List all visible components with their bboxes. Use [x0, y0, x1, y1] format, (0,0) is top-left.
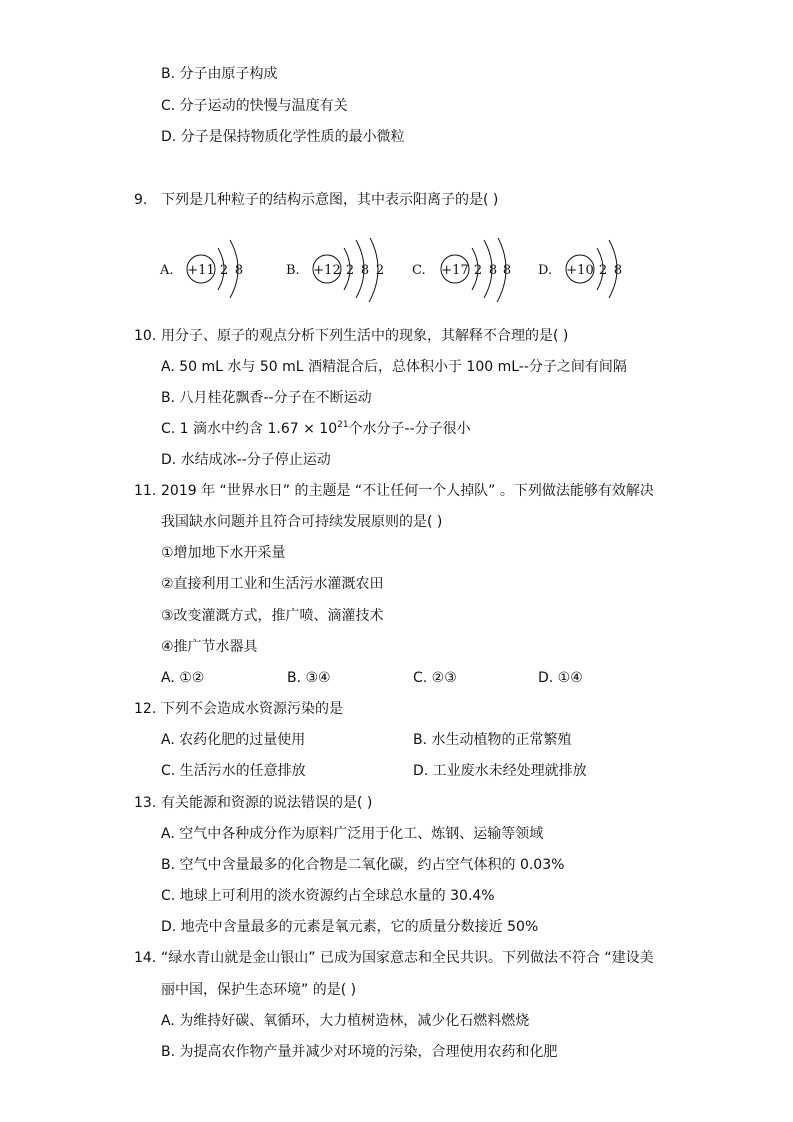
q10-option-c-text: C. 1 滴水中约含 1.67 × 10 — [161, 421, 338, 437]
shell-count-c-2: 8 — [488, 263, 498, 278]
q13-number: 13. — [134, 795, 157, 811]
q11-item-3: ③改变灌溉方式，推广喷、滴灌技术 — [161, 608, 384, 624]
q13-option-c: C. 地球上可利用的淡水资源约占全球总水量的 30.4% — [161, 888, 495, 904]
q13-option-b: B. 空气中含量最多的化合物是二氧化碳，约占空气体积的 0.03% — [161, 857, 565, 873]
q12-option-d: D. 工业废水未经处理就排放 — [413, 763, 587, 779]
nucleus-charge-b: +12 — [313, 263, 341, 278]
q14-option-a: A. 为维持好碳、氧循环，大力植树造林，减少化石燃料燃烧 — [161, 1013, 530, 1029]
q11-option-c: C. ②③ — [413, 670, 457, 686]
option-b-letter: B. — [286, 263, 300, 278]
q13-option-d: D. 地壳中含量最多的元素是氧元素，它的质量分数接近 50% — [161, 919, 539, 935]
shell-count-b-1: 2 — [345, 263, 355, 278]
shell-count-c-3: 8 — [502, 263, 512, 278]
q10-option-b: B. 八月桂花飘香--分子在不断运动 — [161, 390, 372, 406]
atom-structure-diagrams — [150, 238, 650, 302]
q12-stem: 下列不会造成水资源污染的是 — [161, 701, 343, 717]
q10-option-a: A. 50 mL 水与 50 mL 酒精混合后，总体积小于 100 mL--分子之间有间隔 — [161, 359, 627, 375]
q11-item-4: ④推广节水器具 — [161, 639, 258, 655]
q10-number: 10. — [134, 328, 157, 344]
atom-structure-svg — [150, 238, 650, 302]
shell-count-a-2: 8 — [234, 263, 244, 278]
q14-number: 14. — [134, 950, 157, 966]
q12-option-c: C. 生活污水的任意排放 — [161, 763, 306, 779]
q11-item-2: ②直接利用工业和生活污水灌溉农田 — [161, 576, 384, 592]
nucleus-charge-a: +11 — [187, 263, 215, 278]
option-c-letter: C. — [412, 263, 426, 278]
shell-count-d-1: 2 — [598, 263, 608, 278]
shell-count-b-3: 2 — [375, 263, 385, 278]
q11-stem-line-1: 2019 年 “世界水日” 的主题是 “不让任何一个人掉队” 。下列做法能够有效解决 — [161, 483, 654, 499]
q8-option-c: C. 分子运动的快慢与温度有关 — [161, 98, 348, 114]
shell-count-d-2: 8 — [613, 263, 623, 278]
q10-option-c-exponent: 21 — [337, 420, 349, 430]
nucleus-charge-c: +17 — [441, 263, 469, 278]
q10-option-c-tail: 个水分子--分子很小 — [348, 421, 471, 437]
option-d-letter: D. — [538, 263, 553, 278]
q11-item-1: ①增加地下水开采量 — [161, 545, 286, 561]
q8-option-d: D. 分子是保持物质化学性质的最小微粒 — [161, 129, 405, 145]
nucleus-charge-d: +10 — [566, 263, 594, 278]
q12-option-a: A. 农药化肥的过量使用 — [161, 732, 306, 748]
q10-option-d: D. 水结成冰--分子停止运动 — [161, 452, 331, 468]
shell-count-c-1: 2 — [473, 263, 483, 278]
q12-option-b: B. 水生动植物的正常繁殖 — [413, 732, 572, 748]
q10-option-c — [161, 419, 471, 439]
q13-stem: 有关能源和资源的说法错误的是( ) — [161, 795, 373, 811]
shell-count-a-1: 2 — [219, 263, 229, 278]
atom-diagram-b — [286, 238, 384, 302]
q9-number: 9. — [134, 192, 148, 208]
shell-count-b-2: 8 — [360, 263, 370, 278]
q14-stem-line-1: “绿水青山就是金山银山” 已成为国家意志和全民共识。下列做法不符合 “建设美 — [161, 950, 654, 966]
q8-option-b: B. 分子由原子构成 — [161, 66, 278, 82]
q11-option-b: B. ③④ — [287, 670, 331, 686]
q11-stem-line-2: 我国缺水问题并且符合可持续发展原则的是( ) — [161, 514, 443, 530]
q9-stem: 下列是几种粒子的结构示意图，其中表示阳离子的是( ) — [161, 192, 499, 208]
q14-stem-line-2: 丽中国，保护生态环境” 的是( ) — [161, 982, 357, 998]
q11-number: 11. — [134, 483, 157, 499]
atom-diagram-d — [538, 240, 622, 298]
option-a-letter: A. — [160, 263, 174, 278]
atom-diagram-c — [412, 238, 511, 302]
q13-option-a: A. 空气中各种成分作为原料广泛用于化工、炼钢、运输等领域 — [161, 826, 544, 842]
q11-option-d: D. ①④ — [538, 670, 583, 686]
q14-option-b: B. 为提高农作物产量并减少对环境的污染，合理使用农药和化肥 — [161, 1044, 558, 1060]
atom-diagram-a — [159, 240, 243, 298]
q12-number: 12. — [134, 701, 157, 717]
q10-stem: 用分子、原子的观点分析下列生活中的现象，其解释不合理的是( ) — [161, 328, 569, 344]
q11-option-a: A. ①② — [161, 670, 205, 686]
